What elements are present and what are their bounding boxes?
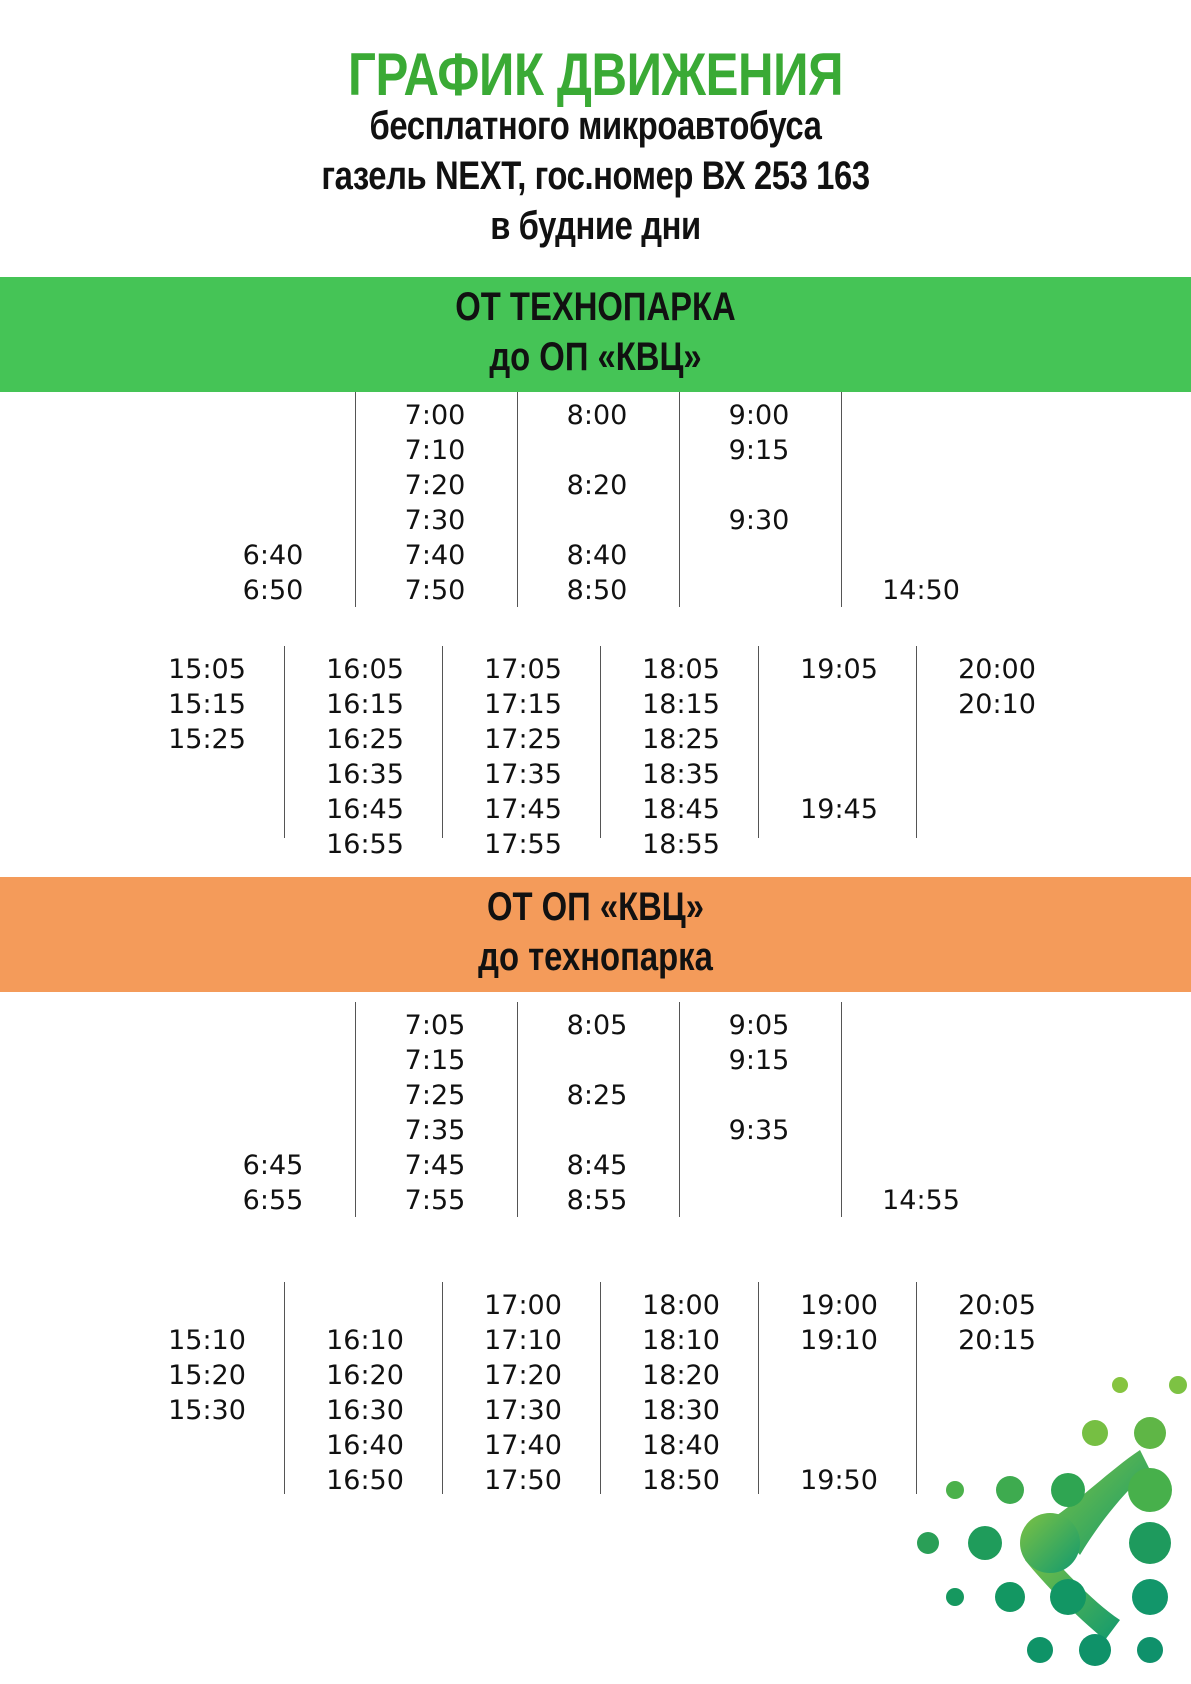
section-heading-line-1: ОТ ТЕХНОПАРКА xyxy=(455,285,736,329)
departure-time: 20:05 xyxy=(958,1290,1036,1321)
departure-time xyxy=(758,827,920,862)
departure-time: 18:10 xyxy=(642,1325,720,1356)
time-column xyxy=(354,398,516,608)
departure-time: 7:05 xyxy=(404,1010,466,1041)
subtitle-line-3: в будние дни xyxy=(490,204,701,248)
departure-time xyxy=(516,433,678,468)
departure-time xyxy=(678,538,840,573)
departure-time: 15:10 xyxy=(168,1325,246,1356)
time-column xyxy=(758,652,920,862)
departure-time: 17:05 xyxy=(484,654,562,685)
departure-time: 7:10 xyxy=(404,435,466,466)
departure-time: 7:55 xyxy=(404,1185,466,1216)
departure-time: 16:35 xyxy=(326,759,404,790)
departure-time: 16:15 xyxy=(326,689,404,720)
column-divider xyxy=(355,392,356,607)
section-header-from-technopark xyxy=(0,277,1191,392)
subtitle-line-1: бесплатного микроавтобуса xyxy=(369,104,822,148)
departure-time: 17:20 xyxy=(484,1360,562,1391)
departure-time xyxy=(516,1113,678,1148)
departure-time: 7:15 xyxy=(404,1045,466,1076)
departure-time xyxy=(840,1148,1002,1183)
departure-time: 18:55 xyxy=(642,829,720,860)
departure-time xyxy=(192,1043,354,1078)
column-divider xyxy=(284,646,285,838)
time-column xyxy=(192,398,354,608)
departure-time: 9:15 xyxy=(728,1045,790,1076)
departure-time: 18:50 xyxy=(642,1465,720,1496)
departure-time: 15:30 xyxy=(168,1395,246,1426)
departure-time: 17:40 xyxy=(484,1430,562,1461)
time-column xyxy=(516,1008,678,1218)
departure-time: 6:45 xyxy=(242,1150,304,1181)
departure-time xyxy=(516,503,678,538)
departure-time: 17:00 xyxy=(484,1290,562,1321)
departure-time xyxy=(126,1428,288,1463)
departure-time xyxy=(192,1113,354,1148)
departure-time: 8:40 xyxy=(566,540,628,571)
departure-time: 16:25 xyxy=(326,724,404,755)
departure-time: 16:20 xyxy=(326,1360,404,1391)
departure-time: 19:50 xyxy=(800,1465,878,1496)
departure-time xyxy=(758,1393,920,1428)
departure-time xyxy=(126,1463,288,1498)
column-divider xyxy=(916,646,917,838)
column-divider xyxy=(758,646,759,838)
departure-time: 17:10 xyxy=(484,1325,562,1356)
departure-time: 7:35 xyxy=(404,1115,466,1146)
column-divider xyxy=(841,1002,842,1217)
departure-time: 8:05 xyxy=(566,1010,628,1041)
column-divider xyxy=(284,1282,285,1494)
departure-time: 16:10 xyxy=(326,1325,404,1356)
column-divider xyxy=(679,1002,680,1217)
departure-time xyxy=(758,1428,920,1463)
departure-time: 15:15 xyxy=(168,689,246,720)
departure-time: 7:00 xyxy=(404,400,466,431)
section-heading-line-2: до технопарка xyxy=(478,935,713,979)
departure-time xyxy=(192,433,354,468)
column-divider xyxy=(600,646,601,838)
departure-time: 9:35 xyxy=(728,1115,790,1146)
departure-time: 16:30 xyxy=(326,1395,404,1426)
departure-time: 8:50 xyxy=(566,575,628,606)
departure-time xyxy=(126,827,288,862)
departure-time: 16:50 xyxy=(326,1465,404,1496)
departure-time xyxy=(678,1183,840,1218)
departure-time xyxy=(916,1358,1078,1393)
departure-time xyxy=(758,722,920,757)
departure-time: 17:25 xyxy=(484,724,562,755)
column-divider xyxy=(679,392,680,607)
departure-time xyxy=(758,757,920,792)
departure-time: 8:20 xyxy=(566,470,628,501)
departure-time: 17:15 xyxy=(484,689,562,720)
time-column xyxy=(916,1288,1078,1498)
departure-time: 14:50 xyxy=(882,575,960,606)
time-column xyxy=(284,1288,446,1498)
departure-time: 15:20 xyxy=(168,1360,246,1391)
departure-time xyxy=(916,1463,1078,1498)
departure-time: 8:00 xyxy=(566,400,628,431)
departure-time xyxy=(192,1008,354,1043)
departure-time: 20:15 xyxy=(958,1325,1036,1356)
time-column xyxy=(354,1008,516,1218)
departure-time xyxy=(516,1043,678,1078)
column-divider xyxy=(600,1282,601,1494)
column-divider xyxy=(758,1282,759,1494)
departure-time: 18:40 xyxy=(642,1430,720,1461)
departure-time: 15:25 xyxy=(168,724,246,755)
departure-time xyxy=(758,1358,920,1393)
departure-time xyxy=(126,757,288,792)
departure-time: 7:25 xyxy=(404,1080,466,1111)
departure-time xyxy=(840,398,1002,433)
departure-time: 20:10 xyxy=(958,689,1036,720)
departure-time: 6:40 xyxy=(242,540,304,571)
time-column xyxy=(126,652,288,862)
departure-time: 17:30 xyxy=(484,1395,562,1426)
column-divider xyxy=(355,1002,356,1217)
departure-time: 15:05 xyxy=(168,654,246,685)
column-divider xyxy=(517,1002,518,1217)
departure-time: 19:10 xyxy=(800,1325,878,1356)
departure-time: 18:00 xyxy=(642,1290,720,1321)
departure-time xyxy=(840,538,1002,573)
departure-time xyxy=(678,468,840,503)
departure-time: 18:05 xyxy=(642,654,720,685)
time-column xyxy=(758,1288,920,1498)
departure-time: 14:55 xyxy=(882,1185,960,1216)
departure-time: 9:30 xyxy=(728,505,790,536)
column-divider xyxy=(442,1282,443,1494)
departure-time: 16:05 xyxy=(326,654,404,685)
departure-time xyxy=(840,433,1002,468)
departure-time: 7:30 xyxy=(404,505,466,536)
time-column xyxy=(126,1288,288,1498)
departure-time xyxy=(192,468,354,503)
departure-time: 18:30 xyxy=(642,1395,720,1426)
time-column xyxy=(840,1008,1002,1218)
departure-time: 20:00 xyxy=(958,654,1036,685)
time-column xyxy=(516,398,678,608)
time-column xyxy=(192,1008,354,1218)
time-column xyxy=(600,652,762,862)
departure-time xyxy=(126,1288,288,1323)
departure-time xyxy=(192,398,354,433)
departure-time: 9:00 xyxy=(728,400,790,431)
departure-time: 8:55 xyxy=(566,1185,628,1216)
departure-time xyxy=(916,827,1078,862)
departure-time: 6:55 xyxy=(242,1185,304,1216)
departure-time: 7:40 xyxy=(404,540,466,571)
departure-time: 19:05 xyxy=(800,654,878,685)
time-column xyxy=(678,398,840,608)
departure-time: 17:35 xyxy=(484,759,562,790)
departure-time: 17:45 xyxy=(484,794,562,825)
departure-time: 19:45 xyxy=(800,794,878,825)
departure-time xyxy=(678,1078,840,1113)
departure-time: 7:45 xyxy=(404,1150,466,1181)
time-column xyxy=(442,1288,604,1498)
departure-time xyxy=(758,687,920,722)
departure-time xyxy=(840,503,1002,538)
departure-time xyxy=(840,1113,1002,1148)
departure-time xyxy=(916,1393,1078,1428)
column-divider xyxy=(442,646,443,838)
departure-time: 16:55 xyxy=(326,829,404,860)
departure-time xyxy=(916,757,1078,792)
departure-time xyxy=(678,573,840,608)
departure-time xyxy=(916,722,1078,757)
departure-time xyxy=(840,1008,1002,1043)
departure-time xyxy=(284,1288,446,1323)
departure-time xyxy=(840,1043,1002,1078)
departure-time: 16:45 xyxy=(326,794,404,825)
departure-time: 18:15 xyxy=(642,689,720,720)
time-column xyxy=(600,1288,762,1498)
departure-time: 7:50 xyxy=(404,575,466,606)
time-column xyxy=(916,652,1078,862)
departure-time: 8:45 xyxy=(566,1150,628,1181)
departure-time xyxy=(192,1078,354,1113)
column-divider xyxy=(841,392,842,607)
departure-time xyxy=(916,792,1078,827)
departure-time xyxy=(126,792,288,827)
subtitle-line-2: газель NEXT, гос.номер ВХ 253 163 xyxy=(321,154,870,198)
departure-time: 18:25 xyxy=(642,724,720,755)
departure-time: 16:40 xyxy=(326,1430,404,1461)
departure-time xyxy=(840,468,1002,503)
column-divider xyxy=(916,1282,917,1494)
departure-time: 9:15 xyxy=(728,435,790,466)
departure-time: 19:00 xyxy=(800,1290,878,1321)
page-title: ГРАФИК ДВИЖЕНИЯ xyxy=(347,41,844,108)
departure-time xyxy=(840,1078,1002,1113)
time-column xyxy=(678,1008,840,1218)
departure-time: 18:20 xyxy=(642,1360,720,1391)
section-heading-line-1: ОТ ОП «КВЦ» xyxy=(486,885,705,929)
departure-time: 17:50 xyxy=(484,1465,562,1496)
time-column xyxy=(840,398,1002,608)
section-heading-line-2: до ОП «КВЦ» xyxy=(489,335,702,379)
departure-time: 8:25 xyxy=(566,1080,628,1111)
time-column xyxy=(284,652,446,862)
departure-time: 7:20 xyxy=(404,470,466,501)
departure-time: 9:05 xyxy=(728,1010,790,1041)
departure-time xyxy=(678,1148,840,1183)
departure-time xyxy=(916,1428,1078,1463)
time-column xyxy=(442,652,604,862)
departure-time xyxy=(192,503,354,538)
departure-time: 18:35 xyxy=(642,759,720,790)
column-divider xyxy=(517,392,518,607)
section-header-from-kvc xyxy=(0,877,1191,992)
departure-time: 17:55 xyxy=(484,829,562,860)
departure-time: 6:50 xyxy=(242,575,304,606)
departure-time: 18:45 xyxy=(642,794,720,825)
